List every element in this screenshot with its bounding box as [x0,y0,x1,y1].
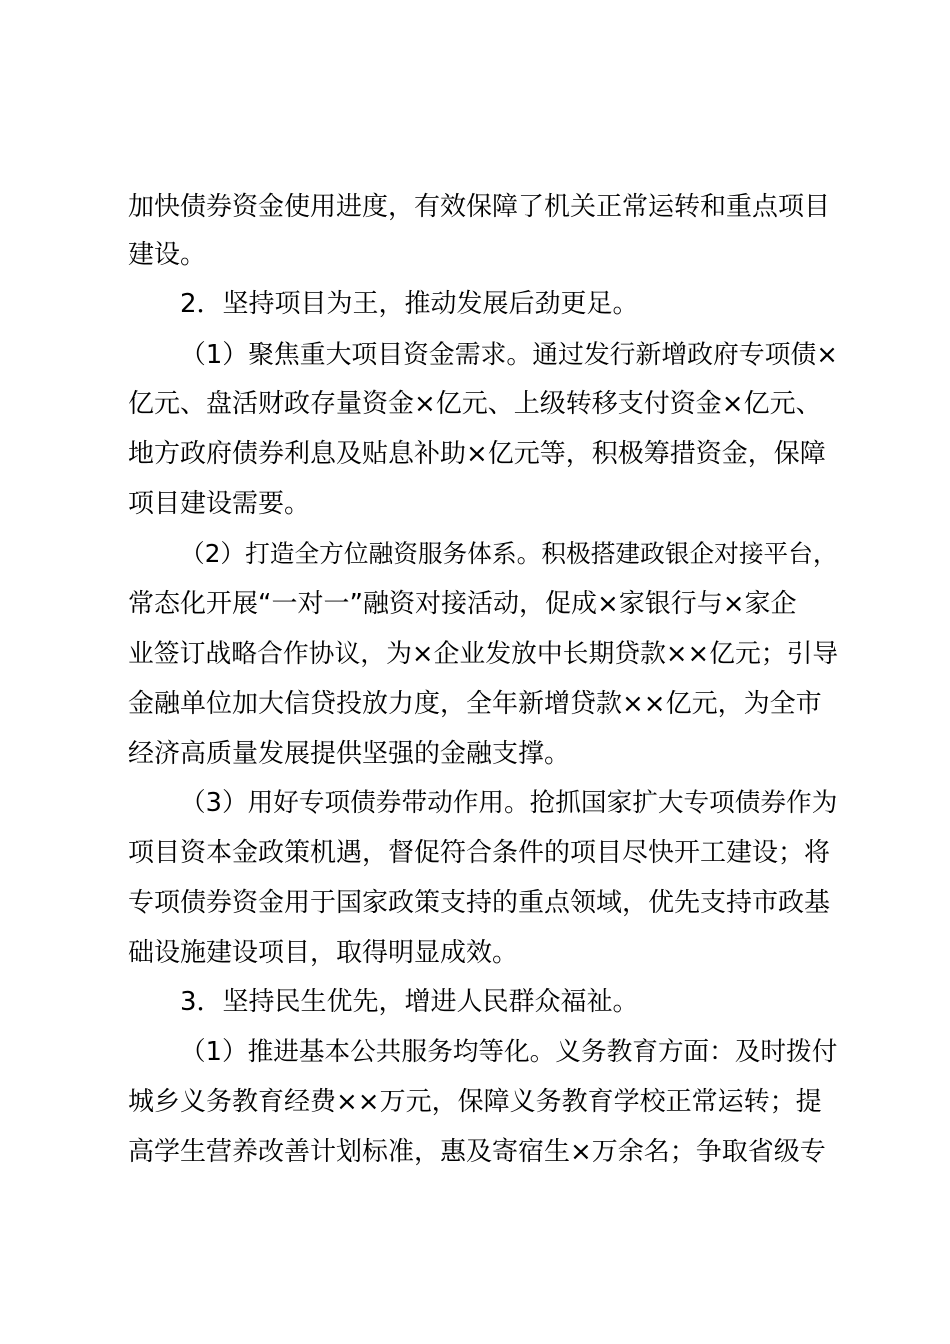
section-heading: 2．坚持项目为王，推动发展后劲更足。 [180,289,639,319]
paragraph-line: 项目资本金政策机遇，督促符合条件的项目尽快开工建设；将 [128,838,831,868]
paragraph-line: （2）打造全方位融资服务体系。积极搭建政银企对接平台， [180,539,838,568]
paragraph-line: 项目建设需要。 [128,489,311,519]
paragraph-line: 城乡义务教育经费××万元，保障义务教育学校正常运转；提 [128,1087,822,1117]
paragraph-line: 础设施建设项目，取得明显成效。 [128,938,519,968]
paragraph-line: 地方政府债券利息及贴息补助×亿元等，积极筹措资金，保障 [128,439,826,469]
paragraph-line: 建设。 [128,240,207,270]
paragraph-line: 高学生营养改善计划标准，惠及寄宿生×万余名；争取省级专 [128,1137,826,1167]
paragraph-line: 业签订战略合作协议，为×企业发放中长期贷款××亿元；引导 [128,639,839,669]
section-heading: 3．坚持民生优先，增进人民群众福祉。 [180,987,639,1017]
paragraph-line: （1）推进基本公共服务均等化。义务教育方面：及时拨付 [180,1037,838,1067]
paragraph-line: 加快债券资金使用进度，有效保障了机关正常运转和重点项目 [128,192,831,222]
paragraph-line: （3）用好专项债券带动作用。抢抓国家扩大专项债券作为 [180,788,838,818]
paragraph-line: 金融单位加大信贷投放力度，全年新增贷款××亿元，为全市 [128,689,822,719]
paragraph-line: （1）聚焦重大项目资金需求。通过发行新增政府专项债× [180,340,838,370]
paragraph-line: 专项债券资金用于国家政策支持的重点领域，优先支持市政基 [128,888,831,918]
paragraph-line: 亿元、盘活财政存量资金×亿元、上级转移支付资金×亿元、 [128,389,822,419]
paragraph-line: 常态化开展“一对一”融资对接活动，促成×家银行与×家企 [128,589,797,619]
paragraph-line: 经济高质量发展提供坚强的金融支撑。 [128,739,571,769]
